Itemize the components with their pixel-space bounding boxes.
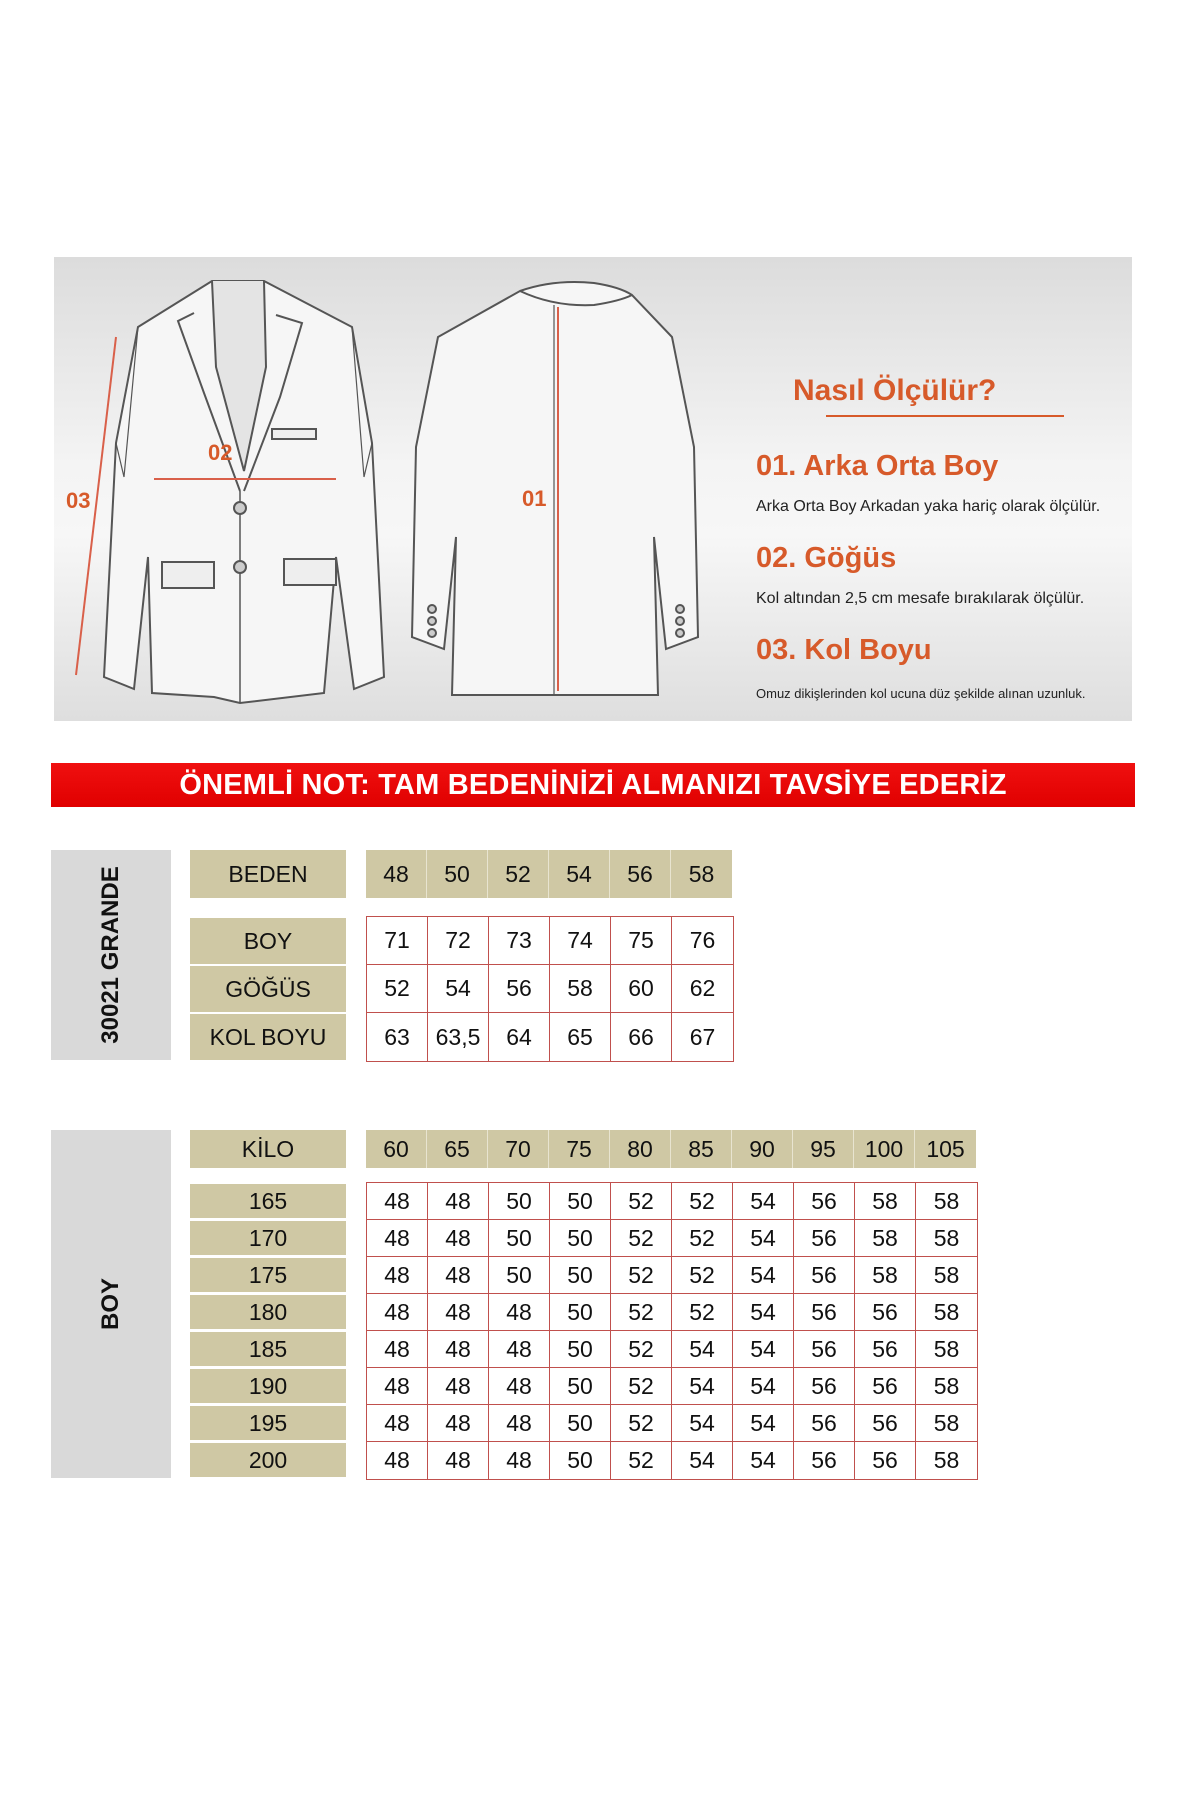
table-cell: 54 (733, 1257, 794, 1294)
size-header-cell: 54 (549, 850, 610, 898)
size-measure-grid (366, 916, 734, 1062)
table-cell: 48 (428, 1257, 489, 1294)
table-cell: 54 (672, 1368, 733, 1405)
size-header-cell: 50 (427, 850, 488, 898)
sleeve-measure-label: 03 (66, 488, 91, 513)
table-cell: 56 (794, 1257, 855, 1294)
table-row (367, 1220, 977, 1257)
table-cell: 50 (550, 1331, 611, 1368)
table-cell: 52 (611, 1257, 672, 1294)
table-cell: 52 (611, 1294, 672, 1331)
weight-header-row (366, 1130, 976, 1168)
height-row-label: 165 (190, 1184, 346, 1218)
table-cell: 52 (611, 1220, 672, 1257)
table-cell: 65 (550, 1013, 611, 1061)
table-cell: 52 (611, 1183, 672, 1220)
step-description: Omuz dikişlerinden kol ucuna düz şekilde alınan uzunluk. (756, 686, 1086, 701)
step-title: 03. Kol Boyu (756, 634, 932, 666)
table-cell: 50 (489, 1183, 550, 1220)
weight-header-cell: 65 (427, 1130, 488, 1168)
table-cell: 54 (733, 1442, 794, 1479)
height-row-label: 180 (190, 1295, 346, 1329)
table-row (367, 1183, 977, 1220)
table-cell: 52 (672, 1220, 733, 1257)
table-row (367, 1013, 733, 1061)
table-cell: 58 (855, 1183, 916, 1220)
weight-header-cell: 95 (793, 1130, 854, 1168)
weight-header-cell: 100 (854, 1130, 915, 1168)
table-cell: 48 (428, 1331, 489, 1368)
table-cell: 56 (855, 1368, 916, 1405)
title-underline (826, 415, 1064, 417)
table-cell: 58 (916, 1368, 977, 1405)
table-cell: 62 (672, 965, 733, 1013)
table-cell: 48 (367, 1183, 428, 1220)
weight-header-label: KİLO (190, 1130, 346, 1168)
table-row (367, 1405, 977, 1442)
important-notice-banner: ÖNEMLİ NOT: TAM BEDENİNİZİ ALMANIZI TAVSİYE EDERİZ (51, 763, 1135, 807)
chest-measure-label: 02 (208, 440, 233, 465)
table-cell: 50 (550, 1368, 611, 1405)
table-cell: 66 (611, 1013, 672, 1061)
table-cell: 48 (489, 1331, 550, 1368)
height-axis-label: BOY (97, 1277, 124, 1331)
size-header-cell: 48 (366, 850, 427, 898)
step-description: Arka Orta Boy Arkadan yaka hariç olarak ölçülür. (756, 498, 1101, 515)
table-cell: 56 (794, 1331, 855, 1368)
table-cell: 54 (733, 1368, 794, 1405)
table-cell: 58 (916, 1294, 977, 1331)
table-cell: 56 (794, 1220, 855, 1257)
table-cell: 54 (733, 1294, 794, 1331)
table-cell: 54 (672, 1405, 733, 1442)
size-recommendation-grid (366, 1182, 978, 1480)
table-cell: 52 (672, 1294, 733, 1331)
jacket-illustrations (54, 257, 1132, 721)
size-header-cell: 56 (610, 850, 671, 898)
size-header-cell: 58 (671, 850, 732, 898)
table-cell: 48 (428, 1405, 489, 1442)
height-row-label: 170 (190, 1221, 346, 1255)
table-cell: 58 (855, 1257, 916, 1294)
table-cell: 52 (611, 1331, 672, 1368)
model-side-block (51, 850, 171, 1060)
table-cell: 48 (367, 1442, 428, 1479)
table-cell: 58 (916, 1257, 977, 1294)
table-cell: 54 (733, 1183, 794, 1220)
step-title: 02. Göğüs (756, 542, 897, 574)
table-cell: 48 (428, 1442, 489, 1479)
table-cell: 48 (489, 1368, 550, 1405)
table-cell: 54 (672, 1331, 733, 1368)
table-cell: 48 (367, 1294, 428, 1331)
table-cell: 50 (489, 1220, 550, 1257)
step-title: 01. Arka Orta Boy (756, 450, 999, 482)
weight-header-cell: 75 (549, 1130, 610, 1168)
table-cell: 50 (489, 1257, 550, 1294)
table-cell: 48 (367, 1331, 428, 1368)
table-cell: 54 (672, 1442, 733, 1479)
row-label: BOY (190, 918, 346, 964)
size-header-label: BEDEN (190, 850, 346, 898)
table-cell: 56 (489, 965, 550, 1013)
weight-header-cell: 90 (732, 1130, 793, 1168)
table-cell: 58 (916, 1405, 977, 1442)
height-row-label: 175 (190, 1258, 346, 1292)
table-row (367, 1257, 977, 1294)
row-label: GÖĞÜS (190, 966, 346, 1012)
table-cell: 48 (367, 1368, 428, 1405)
table-cell: 58 (916, 1331, 977, 1368)
table-cell: 73 (489, 917, 550, 965)
table-cell: 56 (794, 1442, 855, 1479)
table-cell: 48 (428, 1294, 489, 1331)
table-cell: 58 (916, 1442, 977, 1479)
model-name-label: 30021 GRANDE (97, 866, 124, 1044)
table-cell: 56 (794, 1368, 855, 1405)
weight-header-cell: 105 (915, 1130, 976, 1168)
front-jacket-illustration (104, 281, 384, 703)
table-cell: 48 (428, 1183, 489, 1220)
table-cell: 75 (611, 917, 672, 965)
weight-header-cell: 80 (610, 1130, 671, 1168)
height-row-label: 190 (190, 1369, 346, 1403)
table-cell: 58 (550, 965, 611, 1013)
table-cell: 63,5 (428, 1013, 489, 1061)
table-cell: 52 (672, 1257, 733, 1294)
table-cell: 56 (855, 1442, 916, 1479)
table-cell: 56 (855, 1405, 916, 1442)
table-row (367, 1368, 977, 1405)
table-row (367, 917, 733, 965)
table-cell: 58 (916, 1220, 977, 1257)
table-cell: 52 (611, 1442, 672, 1479)
table-cell: 64 (489, 1013, 550, 1061)
table-cell: 56 (794, 1294, 855, 1331)
back-length-measure-label: 01 (522, 486, 547, 511)
table-cell: 72 (428, 917, 489, 965)
how-to-measure-title: Nasıl Ölçülür? (793, 374, 997, 407)
step-description: Kol altından 2,5 cm mesafe bırakılarak ölçülür. (756, 590, 1085, 607)
table-cell: 56 (794, 1183, 855, 1220)
table-row (367, 1331, 977, 1368)
table-cell: 50 (550, 1405, 611, 1442)
table-cell: 48 (367, 1220, 428, 1257)
height-row-label: 195 (190, 1406, 346, 1440)
table-cell: 52 (611, 1405, 672, 1442)
table-row (367, 1294, 977, 1331)
row-label: KOL BOYU (190, 1014, 346, 1060)
table-cell: 54 (733, 1220, 794, 1257)
height-row-label: 200 (190, 1443, 346, 1477)
table-cell: 50 (550, 1220, 611, 1257)
weight-header-cell: 70 (488, 1130, 549, 1168)
table-cell: 63 (367, 1013, 428, 1061)
table-cell: 56 (855, 1331, 916, 1368)
table-cell: 58 (916, 1183, 977, 1220)
size-header-row (366, 850, 732, 898)
table-cell: 52 (672, 1183, 733, 1220)
table-cell: 50 (550, 1183, 611, 1220)
measurement-guide (54, 257, 1132, 721)
table-cell: 52 (367, 965, 428, 1013)
table-cell: 54 (733, 1405, 794, 1442)
table-cell: 52 (611, 1368, 672, 1405)
table-cell: 67 (672, 1013, 733, 1061)
table-row (367, 965, 733, 1013)
weight-header-cell: 60 (366, 1130, 427, 1168)
table-cell: 58 (855, 1220, 916, 1257)
table-cell: 76 (672, 917, 733, 965)
table-cell: 74 (550, 917, 611, 965)
back-jacket-illustration (412, 282, 698, 695)
table-cell: 48 (428, 1220, 489, 1257)
table-cell: 56 (855, 1294, 916, 1331)
table-cell: 71 (367, 917, 428, 965)
table-row (367, 1442, 977, 1479)
height-side-block (51, 1130, 171, 1478)
height-row-label: 185 (190, 1332, 346, 1366)
weight-header-cell: 85 (671, 1130, 732, 1168)
table-cell: 48 (489, 1294, 550, 1331)
table-cell: 50 (550, 1294, 611, 1331)
table-cell: 50 (550, 1442, 611, 1479)
table-cell: 48 (367, 1405, 428, 1442)
table-cell: 60 (611, 965, 672, 1013)
table-cell: 54 (733, 1331, 794, 1368)
table-cell: 48 (489, 1405, 550, 1442)
table-cell: 48 (367, 1257, 428, 1294)
table-cell: 50 (550, 1257, 611, 1294)
table-cell: 48 (489, 1442, 550, 1479)
table-cell: 54 (428, 965, 489, 1013)
size-header-cell: 52 (488, 850, 549, 898)
table-cell: 48 (428, 1368, 489, 1405)
table-cell: 56 (794, 1405, 855, 1442)
